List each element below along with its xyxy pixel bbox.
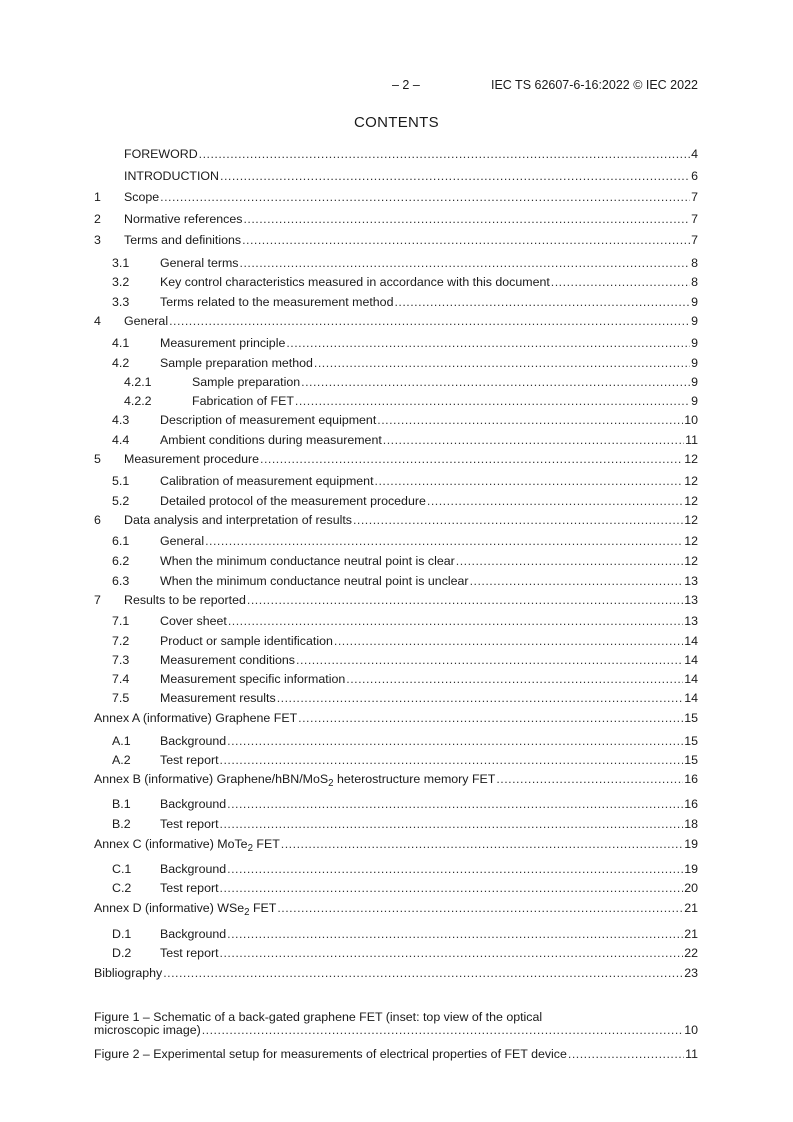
toc-entry-number: 6.1 [112, 534, 130, 548]
toc-entry-title [94, 965, 162, 981]
toc-entry[interactable] [94, 355, 698, 371]
leader-dots [243, 211, 690, 227]
toc-entry-page: 16 [684, 772, 698, 786]
leader-dots [277, 900, 683, 916]
toc-entry-number: C.2 [112, 881, 132, 895]
toc-entry-page: 21 [684, 901, 698, 915]
toc-entry-page: 21 [684, 927, 698, 941]
toc-entry-page: 8 [691, 256, 698, 270]
toc-entry-page: 9 [691, 375, 698, 389]
toc-entry[interactable] [94, 861, 698, 877]
leader-dots [220, 945, 684, 961]
toc-entry-title-text: When the minimum conductance neutral point is unclear [160, 574, 469, 588]
toc-entry-title-text: Product or sample identification [160, 634, 333, 648]
toc-entry-number: 4.2.1 [124, 375, 152, 389]
toc-entry[interactable] [94, 752, 698, 768]
toc-entry-title [124, 232, 241, 248]
toc-entry[interactable] [94, 473, 698, 489]
toc-entry-title [160, 752, 219, 768]
toc-entry[interactable] [94, 313, 698, 329]
toc-entry-title-text: General [160, 534, 205, 548]
subscript: 2 [328, 778, 334, 789]
toc-entry-page: 16 [684, 797, 698, 811]
toc-entry-number: 1 [94, 190, 101, 204]
figure-2-page: 11 [685, 1047, 698, 1061]
toc-entry-title-text: Terms related to the measurement method [160, 295, 394, 309]
toc-entry-title-text: Bibliography [94, 966, 163, 980]
toc-entry-page: 11 [685, 433, 698, 447]
toc-entry[interactable] [94, 211, 698, 227]
leader-dots [377, 412, 683, 428]
toc-entry-page: 10 [684, 413, 698, 427]
toc-entry-title [160, 880, 219, 896]
toc-entry[interactable] [94, 733, 698, 749]
toc-entry[interactable] [94, 412, 698, 428]
toc-entry-title-text: General [124, 314, 169, 328]
toc-entry-title [160, 255, 239, 271]
toc-entry-title-text: Normative references [124, 212, 243, 226]
toc-entry-page: 12 [684, 513, 698, 527]
toc-entry-title [160, 690, 276, 706]
toc-entry-page: 15 [684, 734, 698, 748]
toc-entry-page: 15 [684, 753, 698, 767]
leader-dots [205, 533, 683, 549]
toc-entry-title [94, 900, 276, 916]
toc-entry-number: B.2 [112, 817, 131, 831]
toc-entry[interactable] [94, 710, 698, 726]
leader-dots [314, 355, 690, 371]
toc-entry-number: D.2 [112, 946, 132, 960]
toc-entry-number: B.1 [112, 797, 131, 811]
leader-dots [427, 493, 683, 509]
toc-entry-page: 4 [691, 147, 698, 161]
toc-entry[interactable] [94, 633, 698, 649]
toc-entry-title-text: Test report [160, 946, 219, 960]
leader-dots [456, 553, 683, 569]
figure-1-title-cont: microscopic image) [94, 1023, 201, 1037]
toc-entry[interactable] [94, 573, 698, 589]
toc-entry-number: 6 [94, 513, 101, 527]
toc-entry-title [124, 313, 168, 329]
toc-entry-title [160, 816, 219, 832]
toc-entry-page: 15 [684, 711, 698, 725]
toc-entry[interactable] [94, 393, 698, 409]
toc-entry-title-text: Scope [124, 190, 160, 204]
toc-entry-page: 9 [691, 336, 698, 350]
toc-entry-title [160, 926, 226, 942]
toc-entry-page: 20 [684, 881, 698, 895]
toc-entry-title [160, 613, 227, 629]
toc-entry-page: 7 [691, 212, 698, 226]
leader-dots [220, 168, 690, 184]
toc-entry-number: 5.2 [112, 494, 130, 508]
toc-entry-title-text: Annex C (informative) MoTe [94, 837, 248, 851]
toc-entry-title [160, 493, 426, 509]
toc-entry[interactable] [94, 816, 698, 832]
toc-entry-page: 13 [684, 614, 698, 628]
toc-entry-number: 3.2 [112, 275, 130, 289]
toc-entry-title [160, 652, 295, 668]
toc-entry-page: 9 [691, 394, 698, 408]
toc-entry-page: 23 [684, 966, 698, 980]
toc-entry-title [124, 451, 259, 467]
toc-entry-title-text: Annex A (informative) Graphene FET [94, 711, 298, 725]
toc-entry-title-text: Measurement principle [160, 336, 286, 350]
toc-entry-number: D.1 [112, 927, 132, 941]
toc-entry-page: 13 [684, 574, 698, 588]
toc-entry-title [160, 861, 226, 877]
toc-entry-title-text: Sample preparation [192, 375, 301, 389]
leader-dots [160, 189, 690, 205]
toc-entry-title-text: Sample preparation method [160, 356, 313, 370]
page-number: – 2 – [392, 78, 420, 92]
toc-entry-page: 6 [691, 169, 698, 183]
leader-dots [334, 633, 683, 649]
toc-entry-page: 13 [684, 593, 698, 607]
toc-entry[interactable] [94, 294, 698, 310]
toc-entry-title [160, 573, 469, 589]
toc-entry-title [160, 671, 345, 687]
toc-entry[interactable] [94, 255, 698, 271]
leader-dots [202, 1022, 683, 1038]
leader-dots [496, 771, 683, 787]
toc-entry-number: 3.1 [112, 256, 130, 270]
leader-dots [295, 393, 690, 409]
toc-entry[interactable] [94, 189, 698, 205]
toc-entry-page: 14 [684, 672, 698, 686]
toc-entry-title [160, 355, 313, 371]
leader-dots [228, 613, 683, 629]
leader-dots [169, 313, 690, 329]
toc-entry-number: A.1 [112, 734, 131, 748]
toc-entry-title-text: Background [160, 797, 227, 811]
toc-entry-title [94, 710, 297, 726]
toc-entry-title [94, 771, 495, 787]
toc-entry-title [124, 189, 159, 205]
toc-entry-title-text: Test report [160, 753, 219, 767]
toc-entry-title [124, 168, 219, 184]
toc-entry-title-text: Results to be reported [124, 593, 246, 607]
toc-entry-number: 4.3 [112, 413, 130, 427]
toc-entry-page: 14 [684, 691, 698, 705]
toc-entry-title-text: Description of measurement equipment [160, 413, 377, 427]
toc-entry-title-text: FOREWORD [124, 147, 198, 161]
toc-entry-number: 7.1 [112, 614, 130, 628]
toc-entry[interactable] [94, 274, 698, 290]
toc-entry-title [160, 274, 550, 290]
toc-entry-page: 9 [691, 295, 698, 309]
toc-entry-title-text: INTRODUCTION [124, 169, 219, 183]
toc-entry[interactable] [94, 926, 698, 942]
figure-1-entry[interactable] [94, 1022, 698, 1038]
subscript: 2 [244, 907, 250, 918]
toc-entry-title [192, 393, 294, 409]
toc-entry-title [124, 512, 352, 528]
leader-dots [199, 146, 690, 162]
toc-entry[interactable] [94, 146, 698, 162]
figure-1-entry-first-line: Figure 1 – Schematic of a back-gated graphene FET (inset: top view of the optical [94, 1010, 543, 1024]
leader-dots [227, 796, 683, 812]
toc-entry[interactable] [94, 671, 698, 687]
toc-entry-number: A.2 [112, 753, 131, 767]
toc-entry-title-text: Key control characteristics measured in accordance with this document [160, 275, 550, 289]
leader-dots [346, 671, 683, 687]
toc-entry-title-text: Ambient conditions during measurement [160, 433, 382, 447]
toc-entry-title [160, 533, 204, 549]
toc-entry-title [160, 335, 285, 351]
leader-dots [227, 861, 683, 877]
toc-entry-number: 4 [94, 314, 101, 328]
toc-entry-page: 9 [691, 356, 698, 370]
toc-entry-title [160, 796, 226, 812]
toc-entry[interactable] [94, 493, 698, 509]
toc-entry[interactable] [94, 613, 698, 629]
figure-1-page: 10 [684, 1023, 698, 1037]
toc-entry-title-text: Data analysis and interpretation of results [124, 513, 352, 527]
toc-entry-title-text: Measurement results [160, 691, 276, 705]
toc-entry-title [160, 432, 382, 448]
toc-entry-page: 14 [684, 653, 698, 667]
toc-entry-page: 19 [684, 862, 698, 876]
leader-dots [163, 965, 683, 981]
toc-entry[interactable] [94, 836, 698, 852]
toc-entry[interactable] [94, 168, 698, 184]
toc-entry[interactable] [94, 592, 698, 608]
toc-entry-number: 5.1 [112, 474, 130, 488]
toc-entry-title [160, 294, 393, 310]
toc-entry-title [160, 733, 226, 749]
toc-entry-number: 2 [94, 212, 101, 226]
toc-entry-title [94, 836, 280, 852]
leader-dots [298, 710, 683, 726]
toc-entry[interactable] [94, 900, 698, 916]
figure-2-title: Figure 2 – Experimental setup for measurements of electrical properties of FET device [94, 1047, 567, 1061]
toc-entry-title-text: Detailed protocol of the measurement procedure [160, 494, 426, 508]
toc-entry-number: 7.5 [112, 691, 130, 705]
toc-entry-number: 7.4 [112, 672, 130, 686]
toc-entry-title-suffix: FET [252, 837, 280, 851]
leader-dots [277, 690, 684, 706]
toc-entry[interactable] [94, 533, 698, 549]
toc-entry-title [124, 592, 246, 608]
toc-entry[interactable] [94, 945, 698, 961]
toc-entry[interactable] [94, 771, 698, 787]
toc-entry[interactable] [94, 652, 698, 668]
toc-entry[interactable] [94, 690, 698, 706]
toc-entry-title [160, 412, 376, 428]
toc-entry-page: 8 [691, 275, 698, 289]
page-header [94, 77, 698, 93]
toc-entry-page: 22 [684, 946, 698, 960]
toc-entry-number: 3.3 [112, 295, 130, 309]
leader-dots [220, 880, 684, 896]
toc-entry-title-text: Annex B (informative) Graphene/hBN/MoS [94, 772, 329, 786]
leader-dots [353, 512, 683, 528]
leader-dots [551, 274, 690, 290]
standard-reference: IEC TS 62607-6-16:2022 © IEC 2022 [490, 78, 698, 92]
leader-dots [220, 752, 684, 768]
toc-entry[interactable] [94, 374, 698, 390]
toc-entry-title-text: Measurement conditions [160, 653, 295, 667]
toc-entry-number: 3 [94, 233, 101, 247]
toc-entry-title-text: Fabrication of FET [192, 394, 294, 408]
toc-entry[interactable] [94, 232, 698, 248]
figure-2-entry[interactable] [94, 1046, 698, 1062]
toc-entry-page: 14 [684, 634, 698, 648]
toc-entry-page: 7 [691, 233, 698, 247]
toc-entry[interactable] [94, 796, 698, 812]
toc-entry-title-suffix: heterostructure memory FET [333, 772, 496, 786]
toc-entry-title-text: Measurement specific information [160, 672, 346, 686]
toc-entry-number: 7.3 [112, 653, 130, 667]
leader-dots [227, 733, 683, 749]
subscript: 2 [247, 843, 253, 854]
toc-entry-page: 12 [684, 494, 698, 508]
page-title: CONTENTS [354, 114, 439, 131]
toc-entry-number: 6.2 [112, 554, 130, 568]
toc-entry[interactable] [94, 432, 698, 448]
leader-dots [568, 1046, 684, 1062]
leader-dots [220, 816, 684, 832]
toc-entry-number: 6.3 [112, 574, 130, 588]
toc-entry[interactable] [94, 335, 698, 351]
toc-entry-page: 9 [691, 314, 698, 328]
leader-dots [296, 652, 683, 668]
toc-entry-page: 12 [684, 474, 698, 488]
toc-entry-title [124, 146, 198, 162]
toc-entry-page: 19 [684, 837, 698, 851]
toc-entry-page: 18 [684, 817, 698, 831]
toc-entry-title-text: Annex D (informative) WSe [94, 901, 245, 915]
leader-dots [281, 836, 683, 852]
leader-dots [301, 374, 690, 390]
toc-entry-title [124, 211, 242, 227]
toc-entry-title-text: Calibration of measurement equipment [160, 474, 374, 488]
toc-entry-page: 12 [684, 534, 698, 548]
toc-entry-page: 12 [684, 554, 698, 568]
toc-entry-title [192, 374, 300, 390]
toc-entry-title-text: Background [160, 927, 227, 941]
leader-dots [242, 232, 690, 248]
toc-entry-title-text: Measurement procedure [124, 452, 259, 466]
toc-entry-page: 12 [684, 452, 698, 466]
toc-entry-title-text: When the minimum conductance neutral point is clear [160, 554, 455, 568]
toc-entry-title-text: Test report [160, 881, 219, 895]
toc-entry-number: C.1 [112, 862, 132, 876]
toc-entry-number: 4.2 [112, 356, 130, 370]
toc-entry-title [160, 633, 333, 649]
leader-dots [247, 592, 683, 608]
toc-entry-title-text: Background [160, 734, 227, 748]
toc-entry-title [160, 945, 219, 961]
toc-entry-title-text: Background [160, 862, 227, 876]
toc-entry[interactable] [94, 553, 698, 569]
leader-dots [286, 335, 690, 351]
toc-entry-title [160, 553, 455, 569]
toc-entry-number: 4.4 [112, 433, 130, 447]
toc-entry-title-text: Test report [160, 817, 219, 831]
toc-entry-number: 7.2 [112, 634, 130, 648]
leader-dots [383, 432, 684, 448]
leader-dots [240, 255, 691, 271]
leader-dots [470, 573, 684, 589]
toc-entry-title-text: General terms [160, 256, 239, 270]
toc-entry-title-text: Terms and definitions [124, 233, 242, 247]
leader-dots [375, 473, 684, 489]
toc-entry[interactable] [94, 965, 698, 981]
toc-entry-number: 7 [94, 593, 101, 607]
toc-entry-number: 5 [94, 452, 101, 466]
toc-entry[interactable] [94, 512, 698, 528]
toc-entry-number: 4.2.2 [124, 394, 152, 408]
toc-entry-page: 7 [691, 190, 698, 204]
toc-entry[interactable] [94, 880, 698, 896]
leader-dots [394, 294, 690, 310]
toc-entry-number: 4.1 [112, 336, 130, 350]
toc-entry-title-suffix: FET [249, 901, 277, 915]
toc-entry-title-text: Cover sheet [160, 614, 227, 628]
toc-entry-title [160, 473, 374, 489]
leader-dots [227, 926, 683, 942]
leader-dots [260, 451, 683, 467]
toc-entry[interactable] [94, 451, 698, 467]
